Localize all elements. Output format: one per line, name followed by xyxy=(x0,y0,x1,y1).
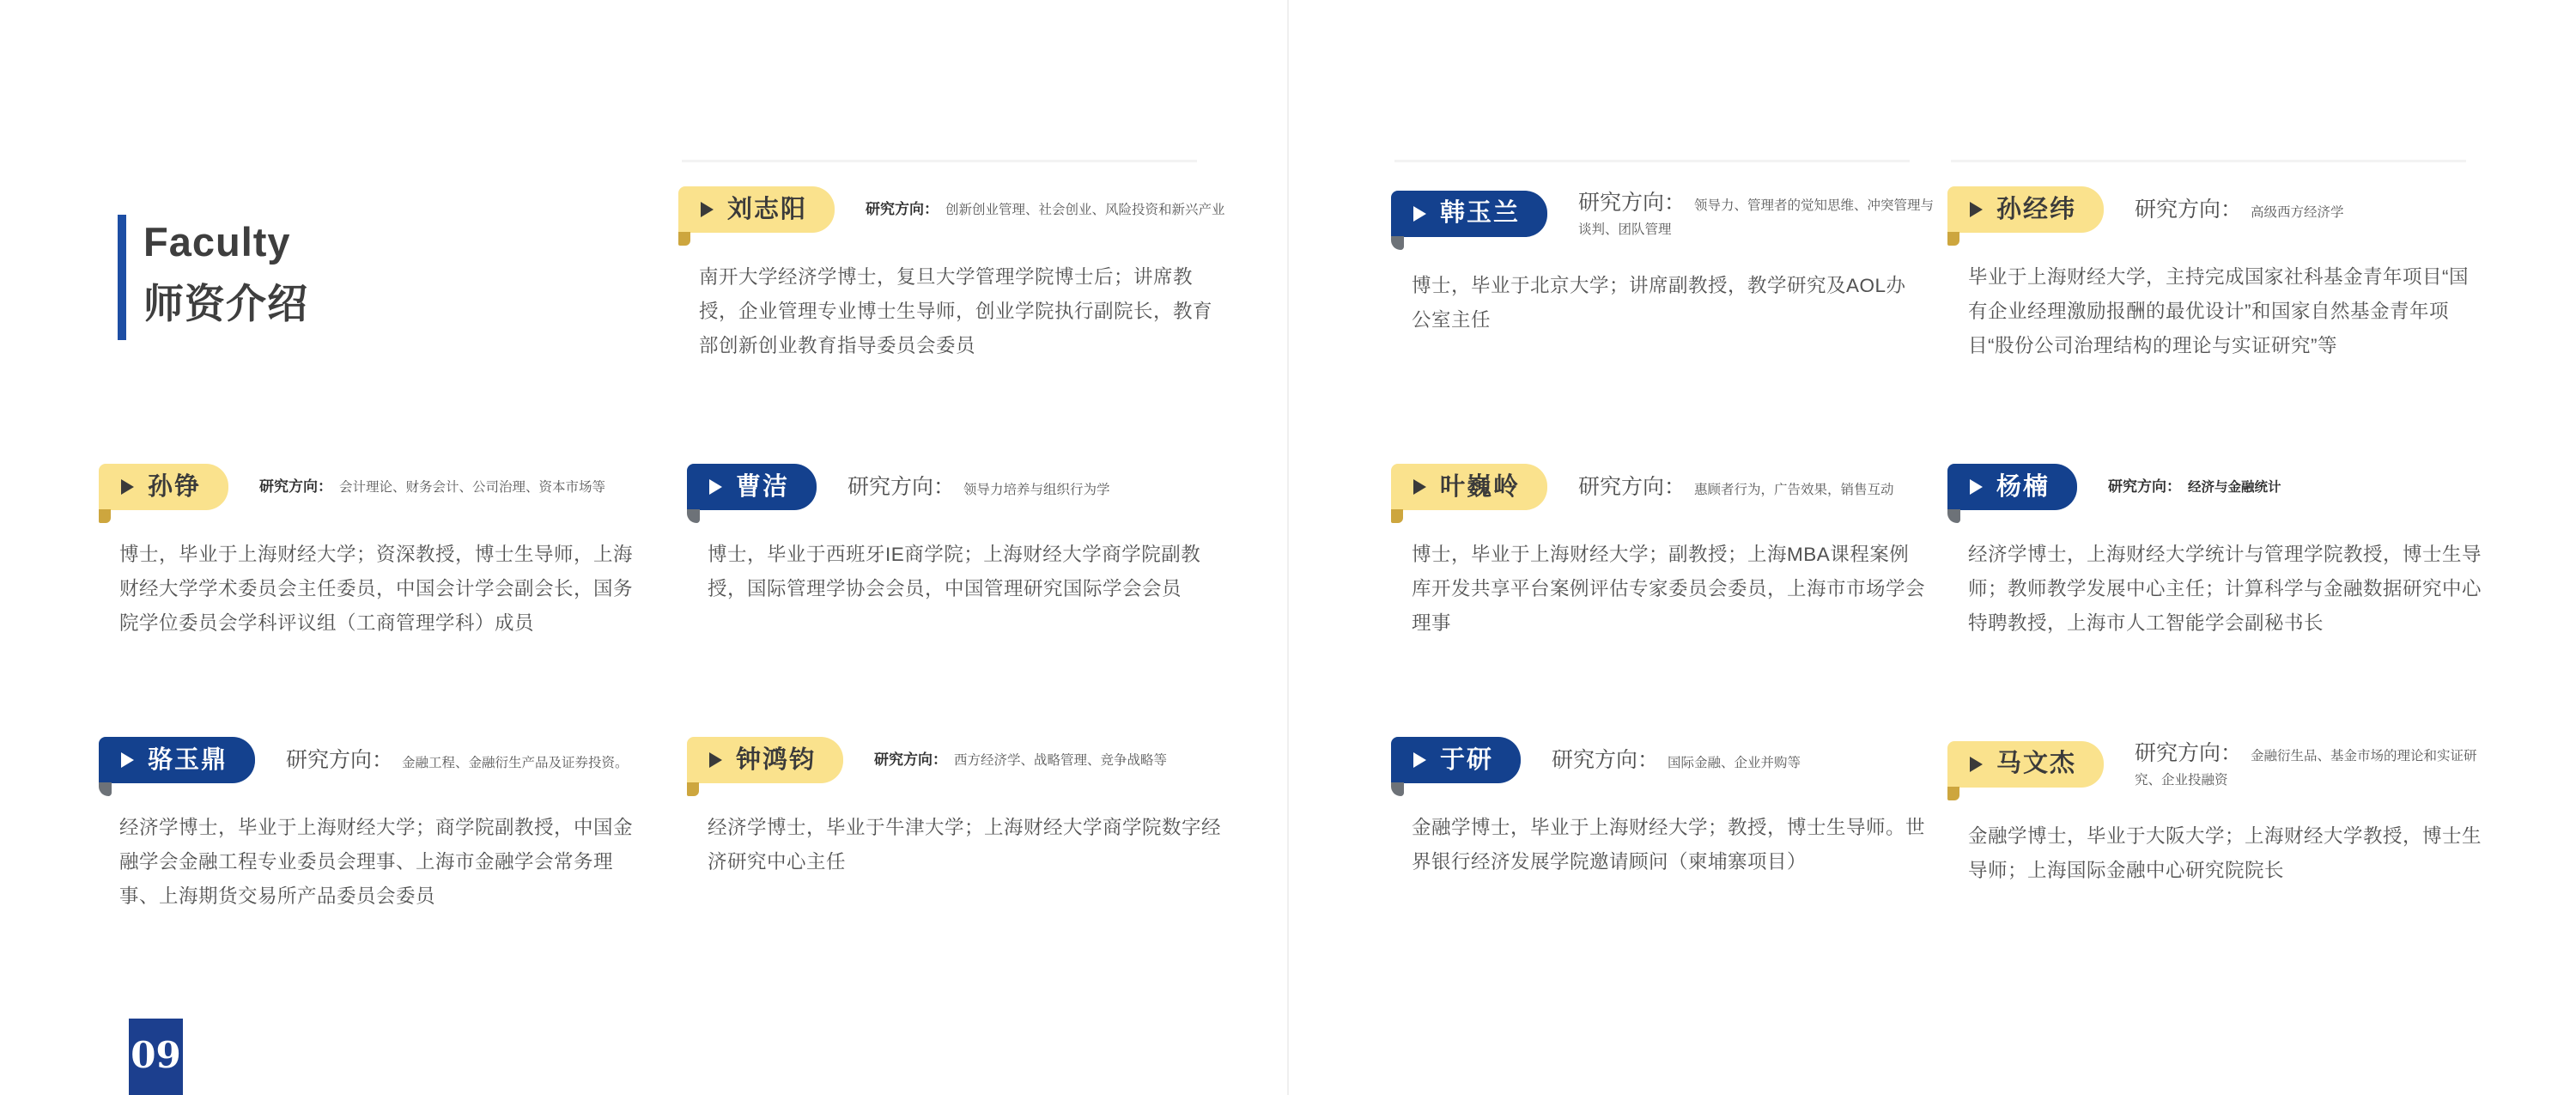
faculty-card-mawenjie xyxy=(1947,737,2501,888)
research-value: 经济与金融统计 xyxy=(2188,479,2281,495)
title-english: Faculty xyxy=(143,219,291,265)
faculty-card-luoyuding xyxy=(99,737,653,914)
research-direction xyxy=(874,749,1241,772)
research-direction xyxy=(848,471,1241,504)
research-value: 领导力培养与组织行为学 xyxy=(963,482,1110,497)
faculty-name-badge xyxy=(678,186,835,233)
faculty-name-badge xyxy=(99,737,255,783)
faculty-bio: 博士，毕业于北京大学；讲席副教授，教学研究及AOL办公室主任 xyxy=(1412,274,1906,331)
research-label: 研究方向： xyxy=(1578,474,1686,499)
research-direction xyxy=(1578,471,1945,504)
research-value: 会计理论、财务会计、公司治理、资本市场等 xyxy=(339,479,606,495)
faculty-bio: 经济学博士，毕业于牛津大学；上海财经大学商学院数字经济研究中心主任 xyxy=(708,817,1222,873)
faculty-name: 孙经纬 xyxy=(1996,195,2077,223)
research-value: 惠顾者行为，广告效果，销售互动 xyxy=(1694,482,1894,497)
research-value: 金融衍生品、基金市场的理论和实证研究、企业投融资 xyxy=(2135,749,2477,788)
play-icon xyxy=(1970,202,1983,217)
play-icon xyxy=(1413,206,1426,222)
faculty-bio: 经济学博士，上海财经大学统计与管理学院教授，博士生导师；教师教学发展中心主任；计算科学与金融数据研究中心特聘教授，上海市人工智能学会副秘书长 xyxy=(1968,544,2482,634)
research-direction xyxy=(286,744,653,777)
faculty-card-yuyan xyxy=(1391,737,1945,879)
divider-line xyxy=(1951,160,2466,162)
faculty-bio: 博士，毕业于上海财经大学；副教授；上海MBA课程案例库开发共享平台案例评估专家委员会委员，上海市市场学会理事 xyxy=(1412,544,1926,634)
faculty-name: 刘志阳 xyxy=(727,195,808,223)
faculty-card-hanyulan xyxy=(1391,186,1945,338)
faculty-name-badge xyxy=(99,464,228,510)
faculty-name: 韩玉兰 xyxy=(1440,199,1521,228)
research-direction xyxy=(1552,744,1945,777)
research-direction xyxy=(2108,476,2501,499)
faculty-name-badge xyxy=(1391,191,1547,237)
title-chinese: 师资介绍 xyxy=(143,281,308,326)
faculty-name-badge xyxy=(687,737,843,783)
page-divider xyxy=(1287,0,1289,1095)
page-number: 09 xyxy=(131,1034,181,1076)
research-label: 研究方向： xyxy=(286,747,394,772)
research-label: 研究方向： xyxy=(866,200,939,217)
play-icon xyxy=(1970,479,1983,495)
research-label: 研究方向： xyxy=(2135,197,2243,222)
faculty-bio: 毕业于上海财经大学，主持完成国家社科基金青年项目“国有企业经理激励报酬的最优设计”和国家自然基金青年项目“股份公司治理结构的理论与实证研究”等 xyxy=(1968,266,2469,356)
research-direction xyxy=(1578,186,1945,241)
play-icon xyxy=(121,752,134,768)
faculty-name-badge xyxy=(1947,464,2077,510)
research-direction xyxy=(866,198,1232,222)
research-value: 创新创业管理、社会创业、风险投资和新兴产业 xyxy=(945,202,1225,217)
faculty-name-badge xyxy=(1391,737,1521,783)
faculty-bio: 金融学博士，毕业于大阪大学；上海财经大学教授，博士生导师；上海国际金融中心研究院院长 xyxy=(1968,824,2482,881)
play-icon xyxy=(1413,752,1426,768)
slide-title xyxy=(143,211,308,335)
faculty-name: 曹洁 xyxy=(736,472,790,501)
faculty-name: 钟鸿钧 xyxy=(736,745,817,774)
research-direction xyxy=(2135,737,2501,792)
faculty-card-sunjingwei xyxy=(1947,186,2501,363)
faculty-card-yeweiling xyxy=(1391,464,1945,641)
research-label: 研究方向： xyxy=(259,478,333,495)
faculty-name-badge xyxy=(1947,741,2104,788)
research-value: 西方经济学、战略管理、竞争战略等 xyxy=(954,752,1168,768)
faculty-card-yangnan xyxy=(1947,464,2501,641)
faculty-card-zhonghongjun xyxy=(687,737,1241,879)
faculty-bio: 南开大学经济学博士，复旦大学管理学院博士后；讲席教授，企业管理专业博士生导师，创业学院执行副院长，教育部创新创业教育指导委员会委员 xyxy=(699,266,1213,356)
research-value: 国际金融、企业并购等 xyxy=(1668,755,1801,770)
faculty-card-liuzhiyang xyxy=(678,186,1232,363)
research-value: 金融工程、金融衍生产品及证券投资。 xyxy=(402,755,629,770)
faculty-name: 骆玉鼎 xyxy=(148,745,228,774)
play-icon xyxy=(709,752,722,768)
research-label: 研究方向： xyxy=(1578,191,1686,215)
research-label: 研究方向： xyxy=(2135,741,2243,765)
research-label: 研究方向： xyxy=(874,751,948,768)
faculty-card-caojie xyxy=(687,464,1241,606)
faculty-name: 马文杰 xyxy=(1996,750,2077,778)
faculty-card-sunzheng xyxy=(99,464,653,641)
faculty-name: 孙铮 xyxy=(148,472,202,501)
research-value: 高级西方经济学 xyxy=(2251,204,2344,220)
faculty-name: 杨楠 xyxy=(1996,472,2050,501)
play-icon xyxy=(121,479,134,495)
faculty-name-badge xyxy=(687,464,817,510)
faculty-bio: 博士，毕业于上海财经大学；资深教授，博士生导师，上海财经大学学术委员会主任委员，中国会计学会副会长，国务院学位委员会学科评议组（工商管理学科）成员 xyxy=(119,544,634,634)
divider-line xyxy=(682,160,1197,162)
play-icon xyxy=(1970,757,1983,772)
faculty-name-badge xyxy=(1947,186,2104,233)
research-direction xyxy=(2135,193,2501,227)
faculty-bio: 经济学博士，毕业于上海财经大学；商学院副教授，中国金融学会金融工程专业委员会理事、上海市金融学会常务理事、上海期货交易所产品委员会委员 xyxy=(119,817,634,907)
faculty-name: 于研 xyxy=(1440,745,1494,774)
faculty-name-badge xyxy=(1391,464,1547,510)
research-label: 研究方向： xyxy=(2108,478,2182,495)
research-label: 研究方向： xyxy=(848,474,956,499)
title-accent-bar xyxy=(118,215,126,340)
play-icon xyxy=(1413,479,1426,495)
research-label: 研究方向： xyxy=(1552,747,1660,772)
slide-title-block xyxy=(118,211,308,335)
play-icon xyxy=(701,202,714,217)
faculty-bio: 博士，毕业于西班牙IE商学院；上海财经大学商学院副教授，国际管理学协会会员，中国管理研究国际学会会员 xyxy=(708,544,1201,599)
faculty-bio: 金融学博士，毕业于上海财经大学；教授，博士生导师。世界银行经济发展学院邀请顾问（柬埔寨项目） xyxy=(1412,817,1926,873)
divider-line xyxy=(1394,160,1910,162)
play-icon xyxy=(709,479,722,495)
research-value: 领导力、管理者的觉知思维、冲突管理与谈判、团队管理 xyxy=(1578,198,1935,237)
research-direction xyxy=(259,476,653,499)
faculty-name: 叶巍岭 xyxy=(1440,472,1521,501)
page-number-badge xyxy=(129,1019,183,1095)
